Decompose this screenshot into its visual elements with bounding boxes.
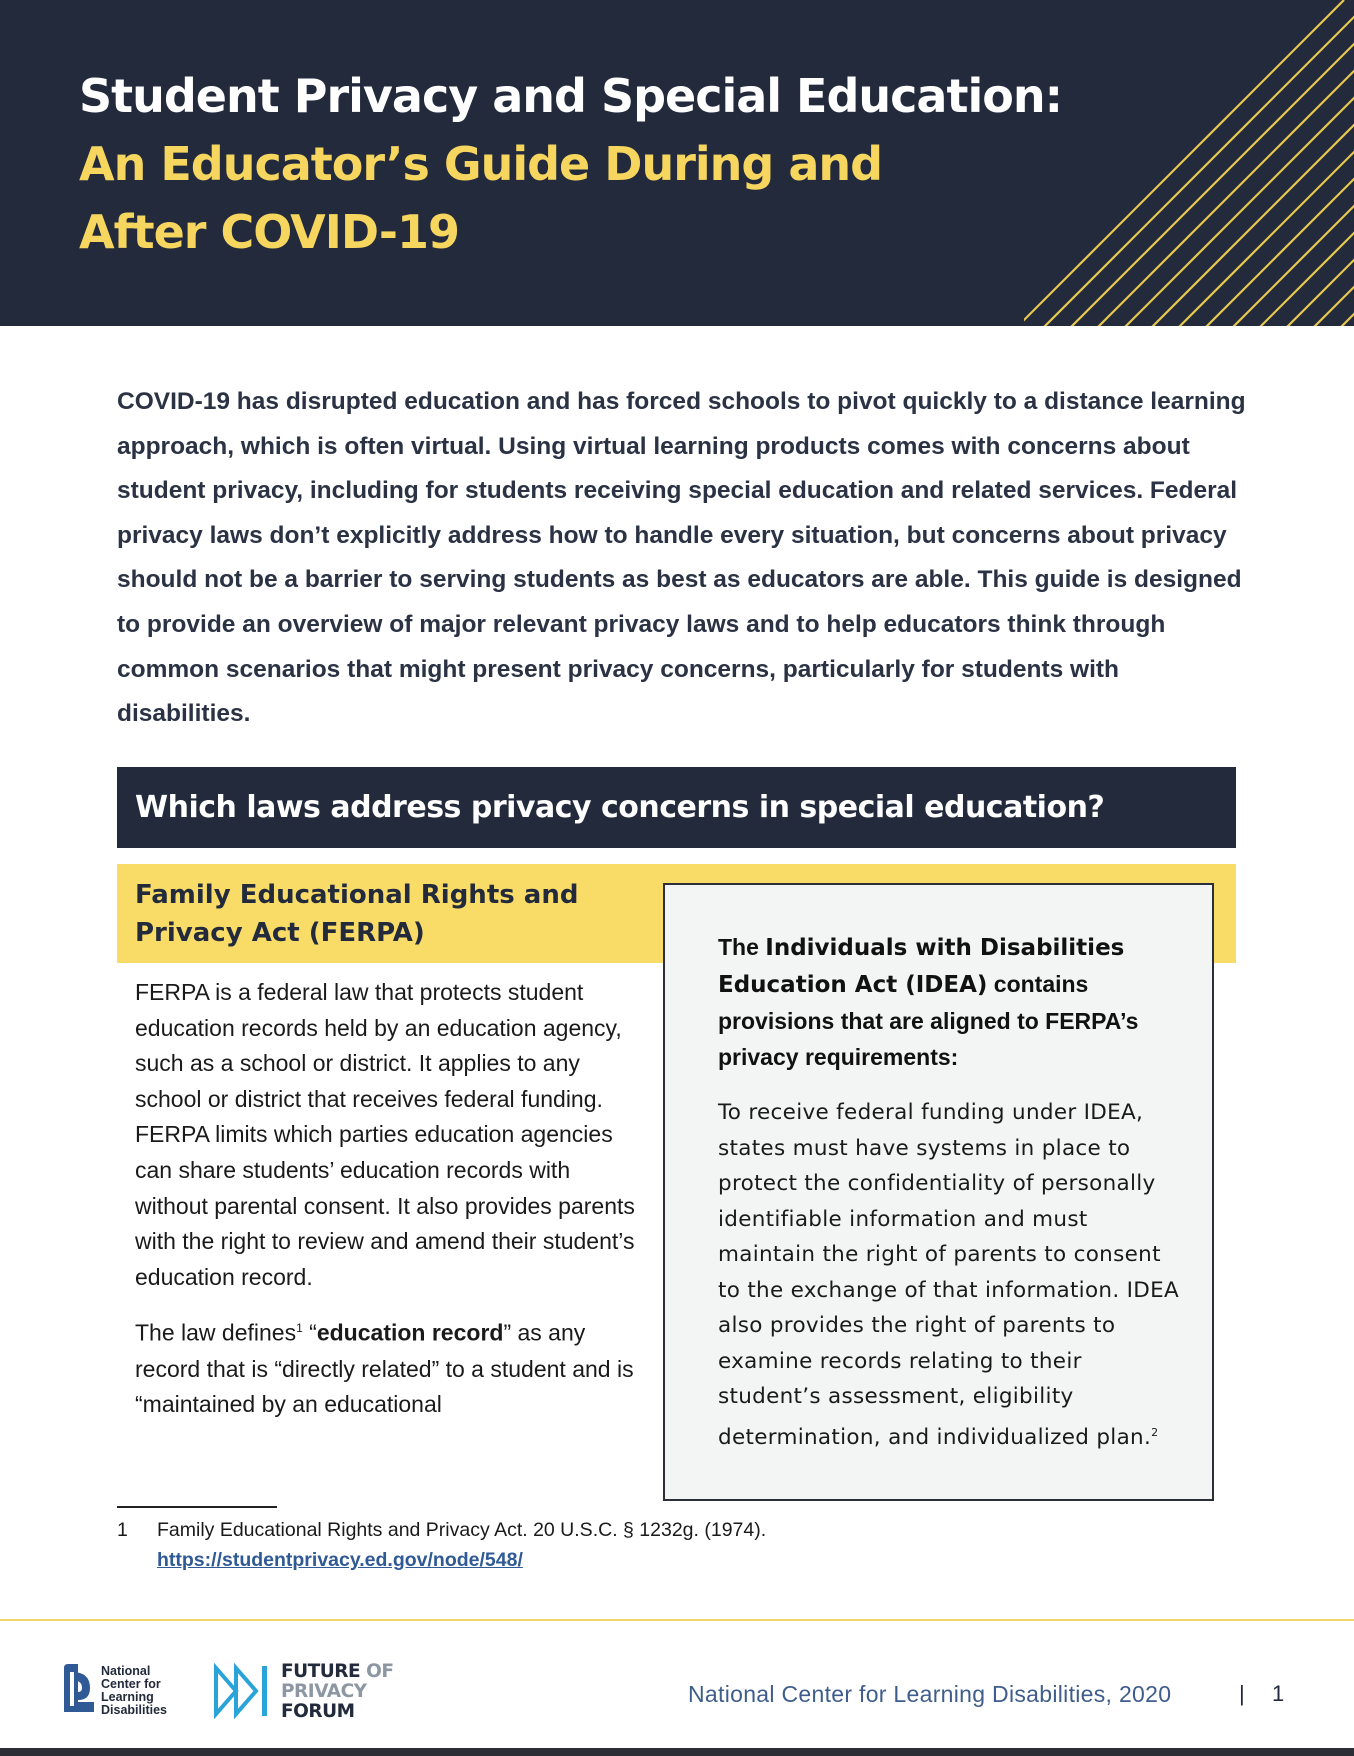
title-line-2: An Educator’s Guide During and bbox=[79, 137, 883, 191]
ferpa-column bbox=[135, 975, 635, 1439]
idea-callout-box bbox=[663, 883, 1214, 1501]
footnote-number: 1 bbox=[117, 1519, 128, 1541]
title-line-3: After COVID-19 bbox=[79, 205, 459, 259]
idea-heading-rest: contains provisions that are aligned to FERPA’s privacy requirements: bbox=[718, 971, 1139, 1070]
idea-heading-the: The bbox=[718, 934, 766, 960]
fpf-logo-icon bbox=[212, 1662, 272, 1720]
fpf-privacy: PRIVACY bbox=[281, 1681, 367, 1702]
idea-callout-body bbox=[718, 1095, 1184, 1455]
section-heading-bar bbox=[117, 767, 1236, 848]
ferpa-paragraph-2 bbox=[135, 1311, 635, 1422]
fpf-of: OF bbox=[360, 1661, 394, 1682]
ncld-logo-icon bbox=[60, 1662, 100, 1716]
ferpa-paragraph-2-end: ” as any record that is “directly related” to a student and is “maintained by an educational bbox=[135, 1320, 634, 1418]
footer-divider bbox=[0, 1619, 1354, 1621]
header-banner bbox=[0, 0, 1354, 326]
page-number: 1 bbox=[1272, 1681, 1285, 1706]
idea-body-text: To receive federal funding under IDEA, states must have systems in place to protect the confidentiality of personally identifiable information and must maintain the right of parents to consent to the exchange of that information. IDEA also provides the right of parents to examine records relating to their student’s assessment, eligibility determination, and individualized plan. bbox=[718, 1100, 1179, 1450]
footnote-text: Family Educational Rights and Privacy Act. 20 U.S.C. § 1232g. (1974). bbox=[157, 1519, 767, 1541]
idea-act-name: Individuals with Disabilities Education Act (IDEA) bbox=[718, 935, 1125, 998]
footer-separator: | bbox=[1239, 1681, 1245, 1706]
title-line-1: Student Privacy and Special Education: bbox=[79, 69, 1062, 123]
fpf-forum: FORUM bbox=[281, 1701, 355, 1722]
ferpa-paragraph-2-start: The law defines bbox=[135, 1320, 297, 1346]
open-quote: “ bbox=[302, 1320, 317, 1346]
fpf-logo-text bbox=[281, 1662, 394, 1722]
idea-callout-heading bbox=[718, 929, 1184, 1075]
bottom-edge bbox=[0, 1748, 1354, 1756]
section-heading: Which laws address privacy concerns in special education? bbox=[135, 790, 1105, 825]
fpf-future: FUTURE bbox=[281, 1661, 361, 1682]
ferpa-heading-line-1: Family Educational Rights and bbox=[135, 880, 579, 910]
footnote-ref-1[interactable]: 1 bbox=[296, 1321, 303, 1336]
footnote-link[interactable]: https://studentprivacy.ed.gov/node/548/ bbox=[157, 1549, 523, 1571]
education-record-term: education record bbox=[316, 1320, 504, 1346]
footnote-divider bbox=[117, 1506, 277, 1508]
page-title bbox=[79, 62, 1199, 266]
ncld-logo-text: National Center for Learning Disabilities bbox=[101, 1664, 167, 1717]
footer-credit: National Center for Learning Disabilities, 2020 bbox=[688, 1681, 1172, 1707]
ferpa-heading-line-2: Privacy Act (FERPA) bbox=[135, 918, 425, 948]
intro-paragraph: COVID-19 has disrupted education and has forced schools to pivot quickly to a distance learning approach, which is often virtual. Using virtual learning products comes with concerns about student privacy, including for students receiving special education and related services. Federal privacy laws don’t explicitly address how to handle every situation, but concerns about privacy should not be a barrier to serving students as best as educators are able. This guide is designed to provide an overview of major relevant privacy laws and to help educators think through common scenarios that might present privacy concerns, particularly for students with disabilities. bbox=[117, 388, 1246, 728]
footnote-1 bbox=[117, 1515, 766, 1575]
ferpa-paragraph-1: FERPA is a federal law that protects student education records held by an education agency, such as a school or district. It applies to any school or district that receives federal funding. FERPA limits which parties education agencies can share students’ education records with without parental consent. It also provides parents with the right to review and amend their student’s education record. bbox=[135, 979, 635, 1290]
ferpa-heading bbox=[135, 876, 655, 952]
footnote-ref-2[interactable]: 2 bbox=[1151, 1425, 1159, 1439]
